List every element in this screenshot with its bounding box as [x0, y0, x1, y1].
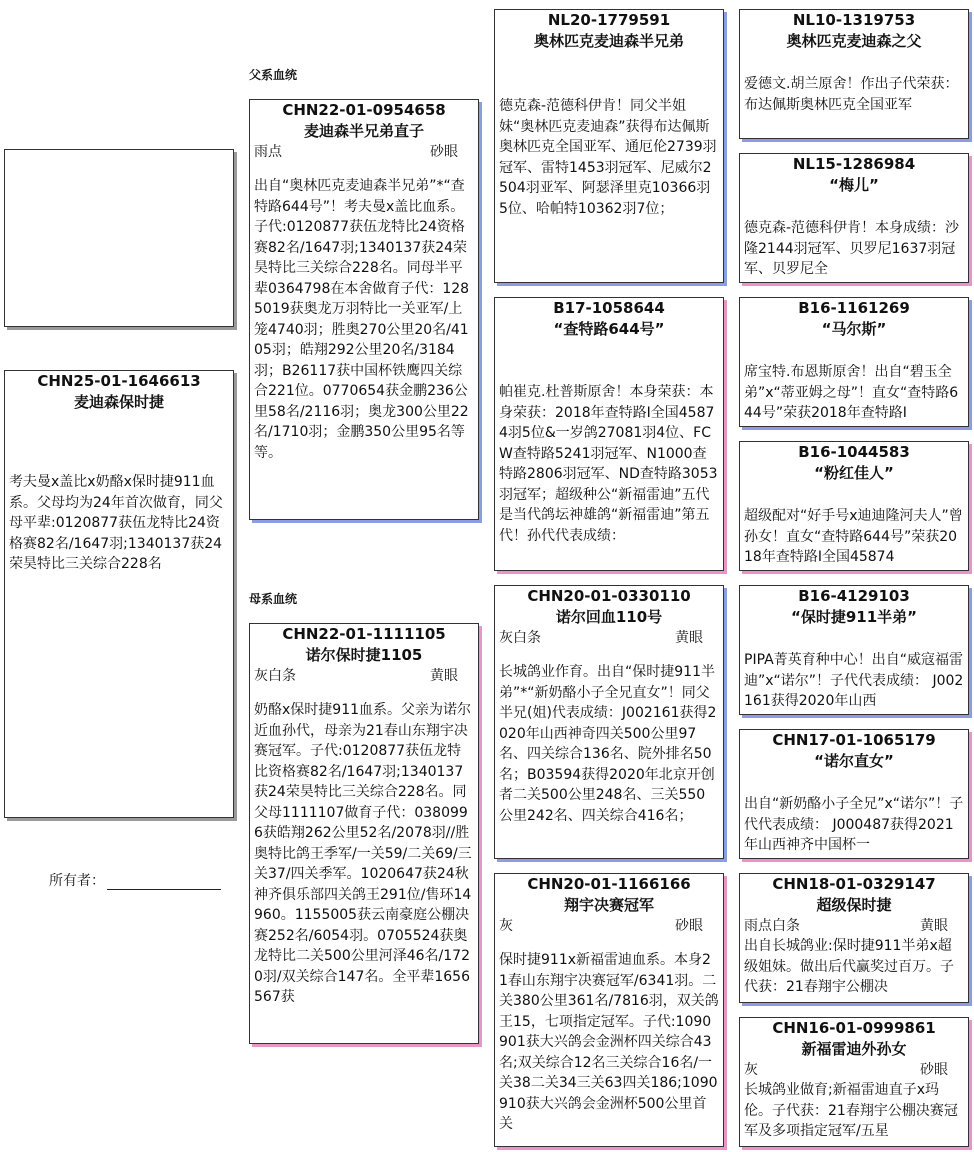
- sdd-ring: B16-1044583: [798, 443, 910, 461]
- ssd-desc: 德克森-范德科伊肯！本身成绩：沙隆2144羽冠军、贝罗尼1637羽冠军、贝罗尼全: [744, 220, 960, 277]
- sd-card: [494, 297, 724, 571]
- dd-eye: 砂眼: [675, 918, 703, 934]
- ddd-desc: 长城鸽业做育;新福雷迪直子x玛伦。子代获：21春翔宇公棚决赛冠军及多项指定冠军/五星: [744, 1082, 958, 1139]
- dss-ring: B16-4129103: [798, 587, 910, 605]
- ss-card: [494, 9, 724, 283]
- dd-color: 灰: [499, 918, 513, 934]
- dd-card: [494, 873, 724, 1147]
- dds-eye: 黄眼: [920, 918, 948, 934]
- sss-name: 奥林匹克麦迪森之父: [786, 32, 922, 50]
- owner-label: 所有者：: [49, 873, 105, 889]
- sire-desc: 出自“奥林匹克麦迪森半兄弟”*“查特路644号”！考夫曼x盖比血系。子代:0120877获伍龙特比24资格赛82名/1647羽;1340137获24荣昊特比三关综合228名。同母半平辈0364798在本舍做育子代：1285019获奥龙万羽特比一关亚军/上笼4740羽；胜奥270公里20名/4105羽；皓翔292公里20名/3184羽；B26117获中国杯铁鹰四关综合221位。0770654获金鹏236公里58名/2116羽；奥龙300公里22名/1710羽；金鹏350公里95名等等。: [254, 178, 470, 461]
- ssd-ring: NL15-1286984: [792, 155, 916, 173]
- dam-meta: [250, 666, 478, 686]
- ssd-name: “梅儿”: [829, 176, 879, 194]
- sdd-card: [739, 441, 969, 571]
- dam-eye: 黄眼: [430, 668, 458, 684]
- dsd-name: “诺尔直女”: [814, 752, 894, 770]
- ds-card: [494, 585, 724, 859]
- sdd-name: “粉红佳人”: [814, 464, 894, 482]
- ds-meta: [495, 628, 723, 648]
- sire-card: [249, 99, 479, 520]
- ss-name: 奥林匹克麦迪森半兄弟: [533, 32, 684, 50]
- sss-card: [739, 9, 969, 139]
- ddd-ring: CHN16-01-0999861: [772, 1019, 936, 1037]
- ssd-card: [739, 153, 969, 283]
- ddd-name: 新福雷迪外孙女: [801, 1040, 907, 1058]
- dds-card: [739, 873, 969, 1003]
- sds-desc: 席宝特.布恩斯原舍！出自“碧玉全弟”x“蒂亚姆之母”！直女“查特路644号”荣获2018年查特路I: [744, 364, 959, 421]
- ds-name: 诺尔回血110号: [555, 608, 663, 626]
- dds-meta: [740, 916, 968, 936]
- ds-eye: 黄眼: [675, 630, 703, 646]
- ddd-meta: [740, 1060, 968, 1080]
- dds-ring: CHN18-01-0329147: [772, 875, 936, 893]
- subject-card: [4, 370, 234, 818]
- subject-ring: CHN25-01-1646613: [37, 372, 201, 390]
- ddd-card: [739, 1017, 969, 1147]
- sds-name: “马尔斯”: [821, 320, 887, 338]
- dam-card: [249, 623, 479, 1044]
- sire-name: 麦迪森半兄弟直子: [303, 122, 424, 140]
- sd-name: “查特路644号”: [553, 320, 665, 338]
- dss-card: [739, 585, 969, 715]
- dam-line-label: 母系血统: [249, 592, 298, 606]
- sdd-desc: 超级配对“好手号x迪迪隆河夫人”曾孙女！直女“查特路644号”荣获2018年查特路I全国45874: [744, 508, 963, 565]
- dsd-ring: CHN17-01-1065179: [772, 731, 936, 749]
- photo-frame: [4, 149, 234, 327]
- subject-desc: 考夫曼x盖比x奶酪x保时捷911血系。父母均为24年首次做育，同父母平辈:0120877获伍龙特比24资格赛82名/1647羽;1340137获24荣昊特比三关综合228名: [9, 474, 223, 572]
- dd-meta: [495, 916, 723, 936]
- dds-desc: 出自长城鸽业:保时捷911半弟x超级姐妹。做出后代赢奖过百万。子代获：21春翔宇公棚决: [744, 938, 954, 995]
- sd-ring: B17-1058644: [553, 299, 665, 317]
- dss-name: “保时捷911半弟”: [790, 608, 918, 626]
- dss-desc: PIPA菁英育种中心！出自“威寇福雷迪”x“诺尔”！子代代表成绩： J002161获得2020年山西: [744, 652, 964, 709]
- ds-color: 灰白条: [499, 630, 541, 646]
- ss-desc: 德克森-范德科伊肯！同父半姐妹“奥林匹克麦迪森”获得布达佩斯奥林匹克全国亚军、通厄伦2739羽冠军、雷特1453羽冠军、尼威尔2504羽亚军、阿瑟泽里克10366羽5位、哈帕特10362羽7位；: [499, 98, 717, 217]
- sds-ring: B16-1161269: [798, 299, 910, 317]
- sd-desc: 帕崔克.杜普斯原舍！本身荣获：本身荣获：2018年查特路I全国45874羽5位&一岁鸽27081羽4位、FCW查特路5241羽冠军、N1000查特路2806羽冠军、ND查特路3053羽冠军；超级种公“新福雷迪”五代是当代鸽坛神雄鸽“新福雷迪”第五代！孙代代表成绩：: [499, 384, 718, 544]
- sire-line-label: 父系血统: [249, 68, 298, 82]
- dd-name: 翔宇决赛冠军: [563, 896, 654, 914]
- dam-color: 灰白条: [254, 668, 296, 684]
- subject-name: 麦迪森保时捷: [73, 393, 164, 411]
- dam-ring: CHN22-01-1111105: [282, 625, 446, 643]
- dd-desc: 保时捷911x新福雷迪血系。本身21春山东翔宇决赛冠军/6341羽。二关380公里361名/7816羽，双关鸽王15，七项指定冠军。子代:1090901获大兴鸽会金洲杯四关综合43名;双关综合12名三关综合16名/一关38二关34三关63四关186;1090910获大兴鸽会金洲杯500公里首关: [499, 952, 719, 1132]
- sire-eye: 砂眼: [430, 144, 458, 160]
- sire-meta: [250, 142, 478, 162]
- ddd-color: 灰: [744, 1062, 758, 1078]
- dam-desc: 奶酪x保时捷911血系。父亲为诺尔近血孙代，母亲为21春山东翔宇决赛冠军。子代:0120877获伍龙特比资格赛82名/1647羽;1340137获24荣昊特比三关综合228名。同父母1111107做育子代：0380996获皓翔262公里52名/2078羽//胜奥特比鸽王季军/一关59/二关69/三关37/四关季军。1020647获24秋神齐俱乐部四关鸽王291位/售环14960。1155005获云南豪庭公棚决赛252名/6054羽。0705524获奥龙特比二关500公里河泽46名/1720羽/双关综合147名。全平辈1656567获: [254, 702, 472, 1005]
- ds-desc: 长城鸽业作育。出自“保时捷911半弟”*“新奶酪小子全兄直女”！同父半兄(姐)代表成绩：J002161获得2020年山西神奇四关500公里97名、四关综合136名、院外排名50名；B03594获得2020年北京开创者二关500公里248名、三关550公里242名、四关综合416名；: [499, 664, 717, 824]
- dsd-desc: 出自“新奶酪小子全兄”x“诺尔”！子代代表成绩： J000487获得2021年山西神齐中国杯一: [744, 796, 964, 853]
- dd-ring: CHN20-01-1166166: [527, 875, 691, 893]
- ss-ring: NL20-1779591: [547, 11, 671, 29]
- sss-ring: NL10-1319753: [792, 11, 916, 29]
- owner-line: [107, 875, 221, 890]
- ds-ring: CHN20-01-0330110: [527, 587, 691, 605]
- ddd-eye: 砂眼: [920, 1062, 948, 1078]
- sire-ring: CHN22-01-0954658: [282, 101, 446, 119]
- owner-field: [49, 870, 221, 890]
- dam-name: 诺尔保时捷1105: [305, 646, 423, 664]
- sire-color: 雨点: [254, 144, 282, 160]
- dsd-card: [739, 729, 969, 859]
- dds-color: 雨点白条: [744, 918, 800, 934]
- sss-desc: 爱德文.胡兰原舍！作出子代荣获：布达佩斯奥林匹克全国亚军: [744, 76, 959, 113]
- dds-name: 超级保时捷: [816, 896, 892, 914]
- sds-card: [739, 297, 969, 427]
